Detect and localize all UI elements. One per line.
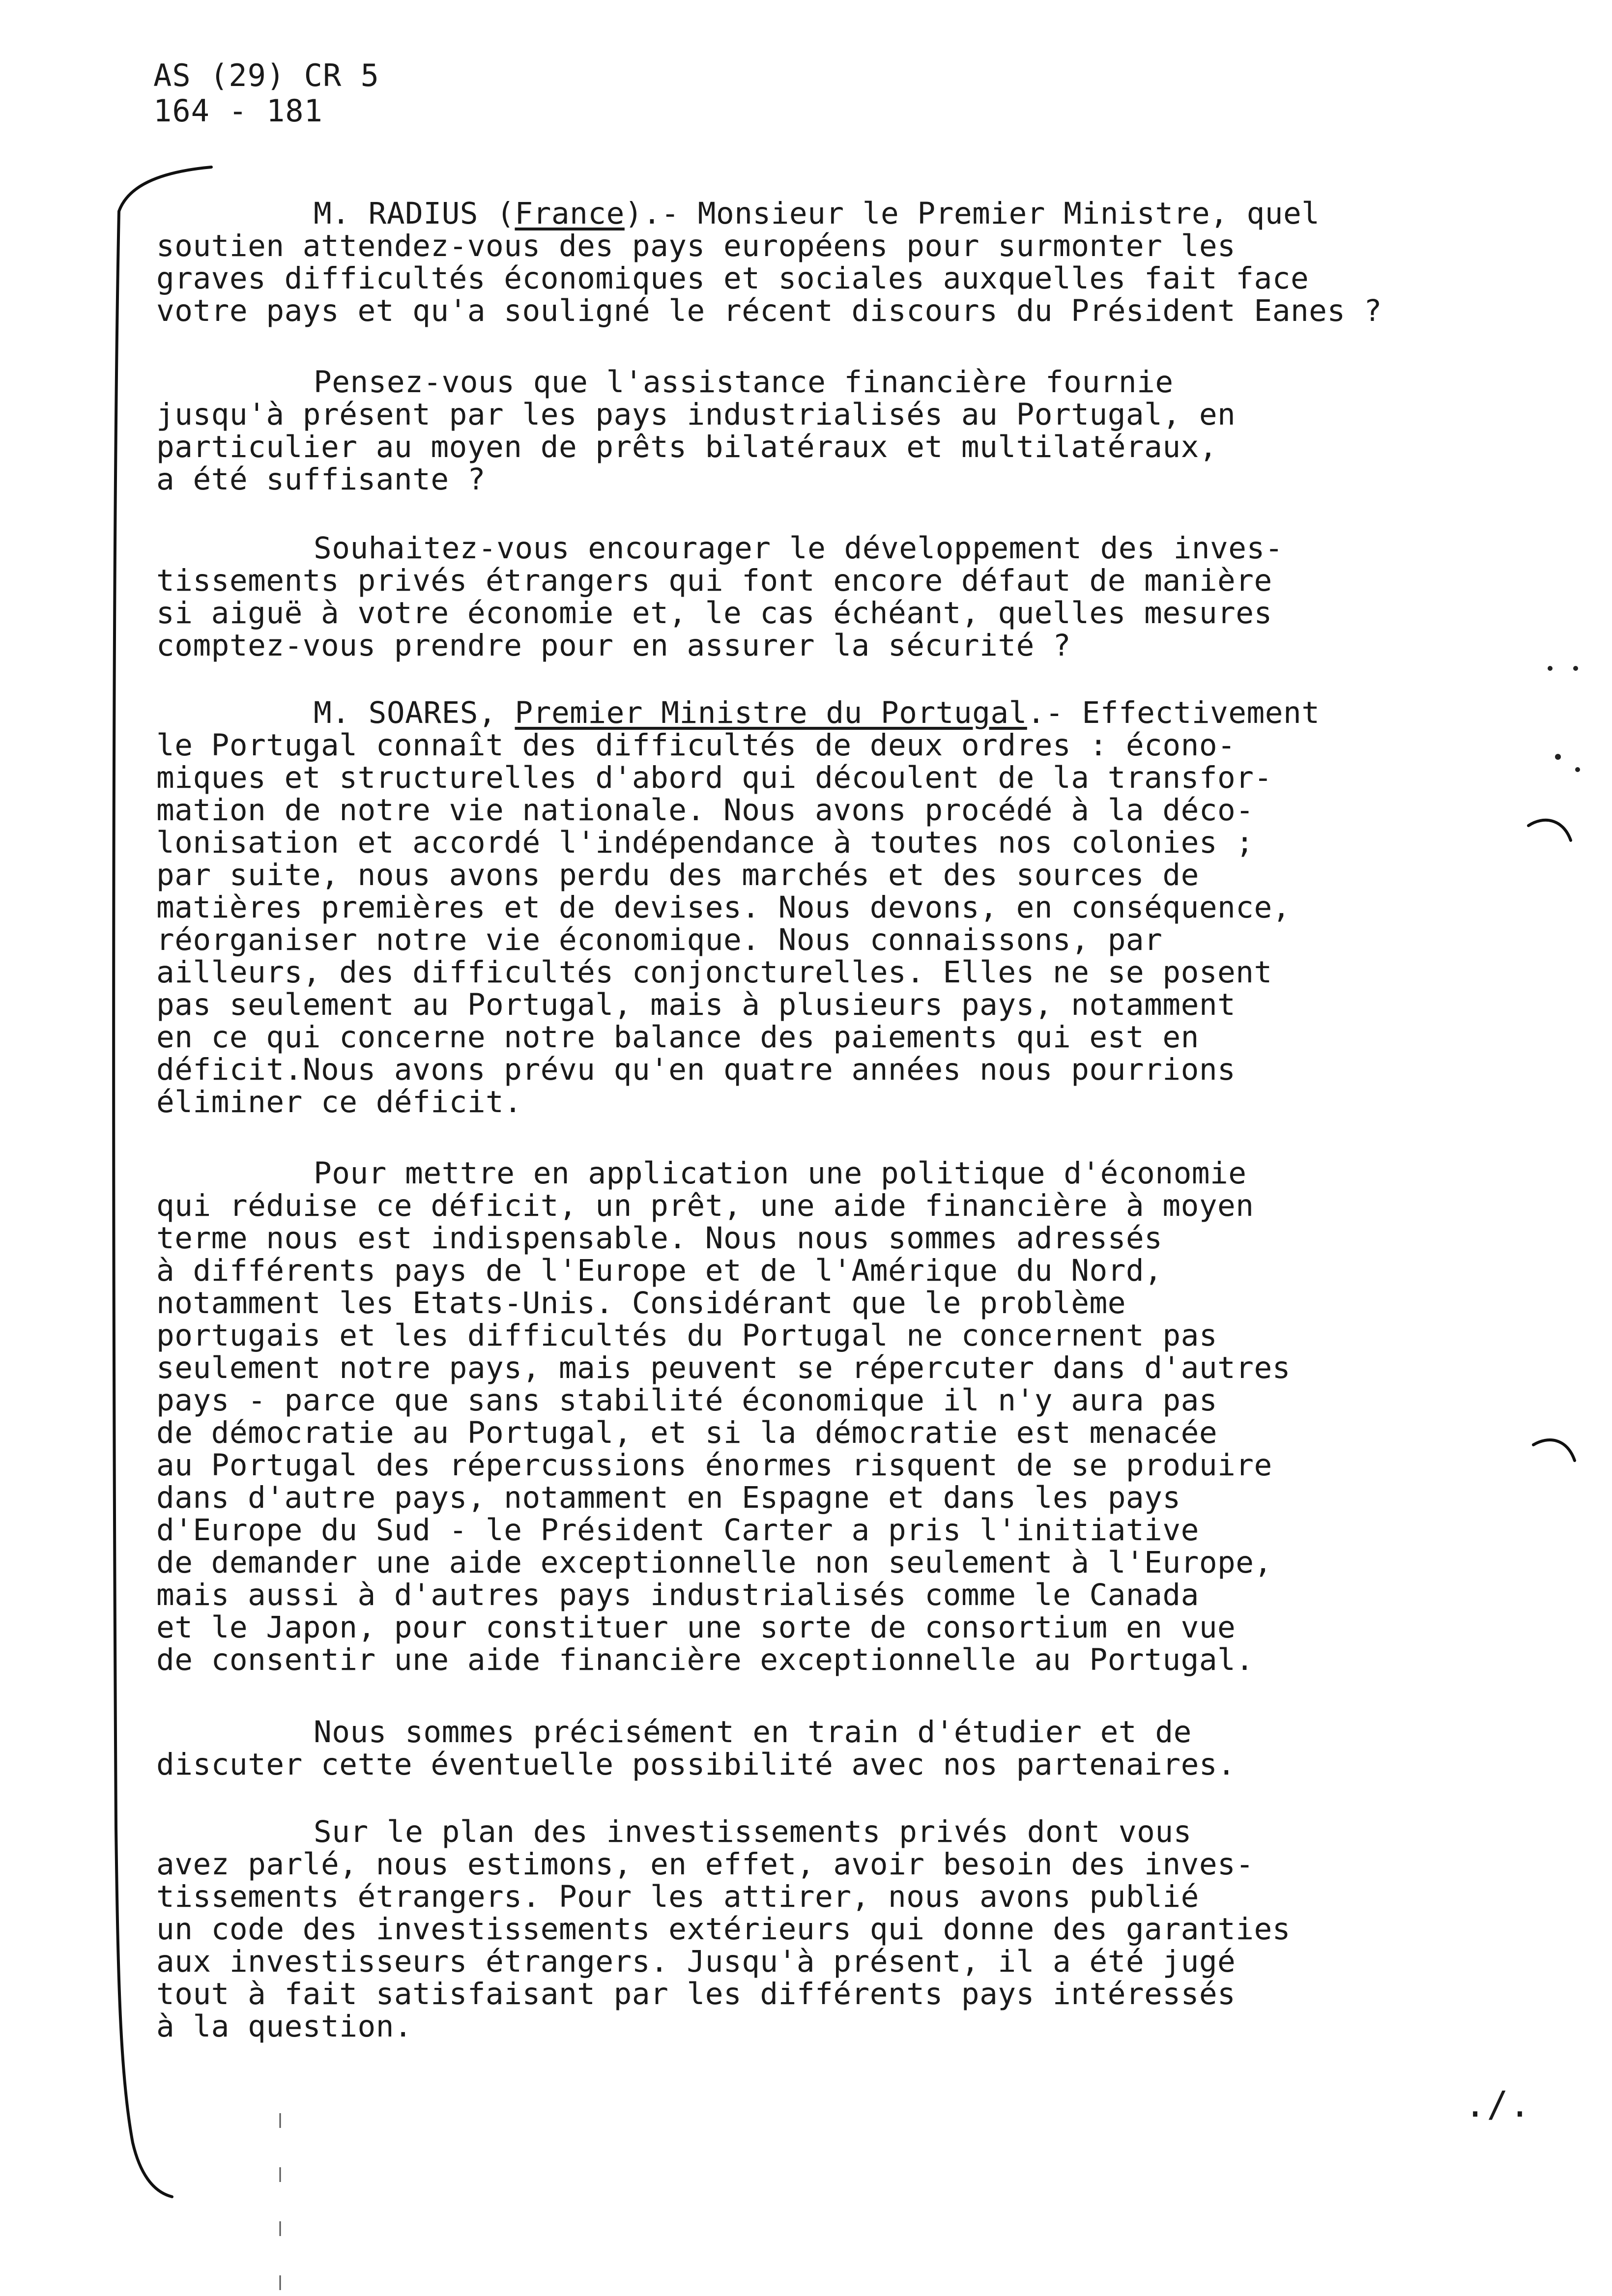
text-line: ).- Monsieur le Premier Ministre, quel xyxy=(624,196,1320,231)
text-line: avez parlé, nous estimons, en effet, avoir besoin des inves- xyxy=(156,1847,1254,1882)
text-line: réorganiser notre vie économique. Nous connaissons, par xyxy=(156,922,1163,957)
text-line: un code des investissements extérieurs qui donne des garanties xyxy=(156,1912,1291,1947)
text-line: notamment les Etats-Unis. Considérant que le problème xyxy=(156,1286,1126,1320)
text-line: lonisation et accordé l'indépendance à toutes nos colonies ; xyxy=(156,825,1254,860)
text-line: Pour mettre en application une politique d'économie xyxy=(314,1156,1247,1191)
text-line: ailleurs, des difficultés conjoncturelles. Elles ne se posent xyxy=(156,955,1272,990)
text-line: de démocratie au Portugal, et si la démocratie est menacée xyxy=(156,1415,1218,1450)
text-line: qui réduise ce déficit, un prêt, une aide financière à moyen xyxy=(156,1188,1254,1223)
text-line: Sur le plan des investissements privés dont vous xyxy=(314,1814,1192,1849)
margin-arc-mark xyxy=(1524,806,1578,855)
text-line: comptez-vous prendre pour en assurer la sécurité ? xyxy=(156,628,1071,663)
text-line: au Portugal des répercussions énormes risquent de se produire xyxy=(156,1448,1272,1483)
text-line: discuter cette éventuelle possibilité avec nos partenaires. xyxy=(156,1747,1236,1782)
answer-paragraph-private-investments xyxy=(156,1816,1473,2043)
text-line: Nous sommes précisément en train d'étudier et de xyxy=(314,1715,1192,1750)
text-line: portugais et les difficultés du Portugal ne concernent pas xyxy=(156,1318,1218,1353)
text-line: si aiguë à votre économie et, le cas échéant, quelles mesures xyxy=(156,596,1272,631)
text-line: .- Effectivement xyxy=(1027,695,1320,730)
question-paragraph-investments xyxy=(156,532,1473,662)
speaker-affiliation: Premier Ministre du Portugal xyxy=(515,695,1027,730)
speaker-name: M. SOARES, xyxy=(314,695,497,730)
text-line: en ce qui concerne notre balance des paiements qui est en xyxy=(156,1020,1199,1055)
text-line: déficit.Nous avons prévu qu'en quatre années nous pourrions xyxy=(156,1052,1236,1087)
text-line: miques et structurelles d'abord qui découlent de la transfor- xyxy=(156,760,1272,795)
text-line: tissements privés étrangers qui font encore défaut de manière xyxy=(156,563,1272,598)
answer-paragraph-study xyxy=(156,1716,1473,1781)
text-line: a été suffisante ? xyxy=(156,462,486,497)
text-line: mation de notre vie nationale. Nous avons procédé à la déco- xyxy=(156,793,1254,828)
margin-dots-mark xyxy=(1543,659,1587,786)
continuation-mark: ./. xyxy=(1465,2084,1532,2125)
text-line: dans d'autre pays, notamment en Espagne et dans les pays xyxy=(156,1480,1181,1515)
text-line: particulier au moyen de prêts bilatéraux et multilatéraux, xyxy=(156,430,1218,464)
text-line: de demander une aide exceptionnelle non seulement à l'Europe, xyxy=(156,1545,1272,1580)
text-line: seulement notre pays, mais peuvent se répercuter dans d'autres xyxy=(156,1350,1291,1385)
text-line: Pensez-vous que l'assistance financière fournie xyxy=(314,365,1174,400)
text-line: à la question. xyxy=(156,2009,413,2044)
text-line: par suite, nous avons perdu des marchés et des sources de xyxy=(156,858,1199,892)
text-line: le Portugal connaît des difficultés de deux ordres : écono- xyxy=(156,728,1236,763)
text-line: d'Europe du Sud - le Président Carter a pris l'initiative xyxy=(156,1513,1199,1548)
question-paragraph-assistance xyxy=(156,366,1473,496)
text-line: soutien attendez-vous des pays européens pour surmonter les xyxy=(156,229,1236,263)
text-line: jusqu'à présent par les pays industrialisés au Portugal, en xyxy=(156,397,1236,432)
text-line: pays - parce que sans stabilité économique il n'y aura pas xyxy=(156,1383,1218,1418)
text-line: Souhaitez-vous encourager le développement des inves- xyxy=(314,531,1283,566)
reference-code: AS (29) CR 5 xyxy=(153,57,379,93)
text-line: tissements étrangers. Pour les attirer, nous avons publié xyxy=(156,1879,1199,1914)
document-reference xyxy=(153,58,379,129)
speaker-name: M. RADIUS xyxy=(314,196,479,231)
reference-pages: 164 - 181 xyxy=(153,93,323,129)
text-line: et le Japon, pour constituer une sorte de consortium en vue xyxy=(156,1610,1236,1645)
text-line: aux investisseurs étrangers. Jusqu'à présent, il a été jugé xyxy=(156,1944,1236,1979)
text-line: votre pays et qu'a souligné le récent discours du Président Eanes ? xyxy=(156,293,1382,328)
question-paragraph-radius: M. RADIUS (France).- Monsieur le Premier Ministre, quel soutien attendez-vous des pays européens pour surmonter les graves difficultés économiques et sociales auxquelles fait face votre pays et qu'a souligné le récent discours du Président Eanes ? xyxy=(156,198,1473,327)
answer-paragraph-financial-aid xyxy=(156,1157,1473,1676)
text-line: pas seulement au Portugal, mais à plusieurs pays, notamment xyxy=(156,987,1236,1022)
text-line: graves difficultés économiques et sociales auxquelles fait face xyxy=(156,261,1309,296)
text-line: matières premières et de devises. Nous devons, en conséquence, xyxy=(156,890,1291,925)
text-line: terme nous est indispensable. Nous nous sommes adressés xyxy=(156,1221,1163,1256)
text-line: éliminer ce déficit. xyxy=(156,1085,522,1119)
answer-paragraph-soares xyxy=(156,697,1473,1119)
speaker-affiliation: France xyxy=(515,196,625,231)
text-line: tout à fait satisfaisant par les différents pays intéressés xyxy=(156,1977,1236,2011)
text-line: à différents pays de l'Europe et de l'Amérique du Nord, xyxy=(156,1253,1163,1288)
text-line: mais aussi à d'autres pays industrialisés comme le Canada xyxy=(156,1578,1199,1612)
margin-tick-mark xyxy=(275,2113,285,2290)
margin-arc-mark xyxy=(1528,1425,1583,1474)
text-line: de consentir une aide financière exceptionnelle au Portugal. xyxy=(156,1642,1254,1677)
